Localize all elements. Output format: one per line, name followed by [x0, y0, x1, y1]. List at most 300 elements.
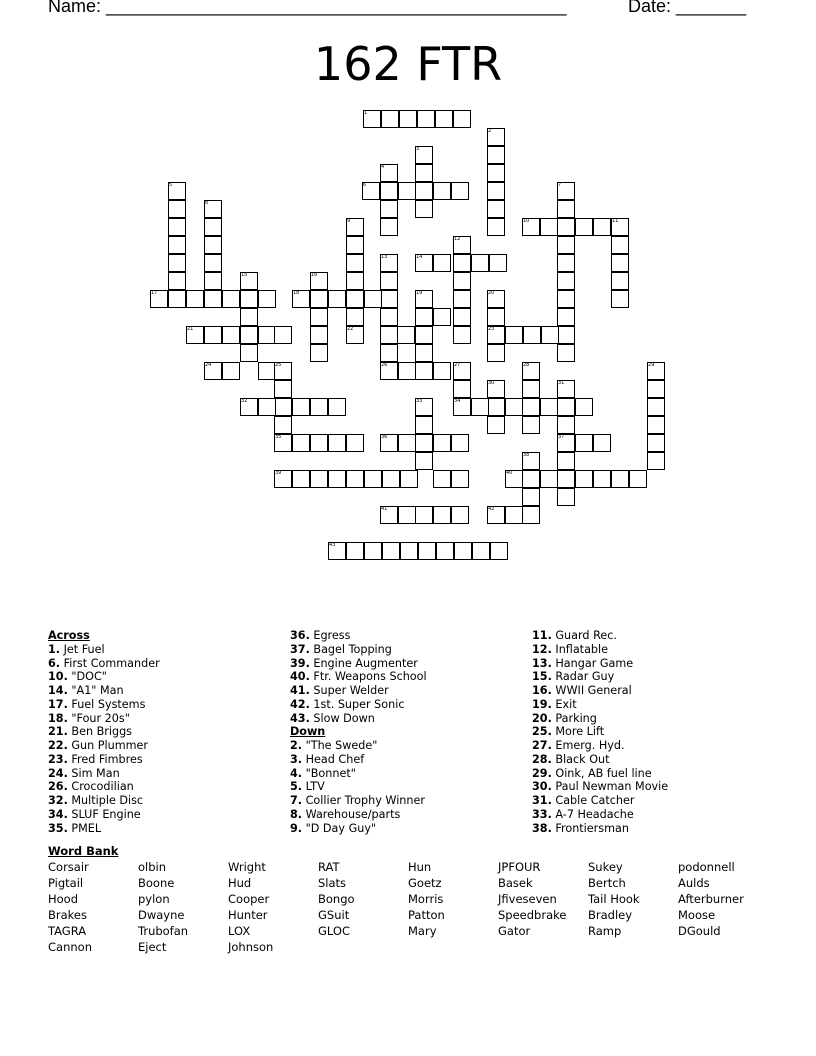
- crossword-cell[interactable]: [380, 200, 398, 218]
- word-bank-item: Hud: [228, 876, 252, 890]
- clue-item: [532, 780, 668, 794]
- clue-item-text: Oink, AB fuel line: [555, 766, 652, 780]
- crossword-cell[interactable]: [310, 344, 328, 362]
- crossword-cell[interactable]: [487, 218, 505, 236]
- clue-number: 24: [205, 362, 212, 368]
- crossword-cell[interactable]: [415, 326, 433, 344]
- crossword-cell[interactable]: [522, 488, 540, 506]
- crossword-cell[interactable]: [593, 470, 611, 488]
- crossword-cell[interactable]: [168, 200, 186, 218]
- crossword-cell[interactable]: [399, 110, 417, 128]
- clue-item-number: 38.: [532, 821, 552, 835]
- clue-number: 22: [347, 326, 354, 332]
- clue-item: [532, 753, 668, 767]
- crossword-cell[interactable]: [398, 182, 416, 200]
- crossword-cell[interactable]: [380, 272, 398, 290]
- crossword-cell[interactable]: [522, 398, 540, 416]
- crossword-cell[interactable]: [398, 362, 416, 380]
- crossword-cell[interactable]: [557, 488, 575, 506]
- clue-column-3: [532, 629, 668, 835]
- puzzle-title: 162 FTR: [313, 37, 503, 91]
- crossword-cell[interactable]: [433, 470, 451, 488]
- crossword-cell[interactable]: [647, 398, 665, 416]
- crossword-cell[interactable]: [611, 254, 629, 272]
- clue-number: 30: [488, 380, 495, 386]
- crossword-cell[interactable]: [575, 470, 593, 488]
- crossword-cell[interactable]: [451, 182, 469, 200]
- crossword-cell[interactable]: [204, 290, 222, 308]
- crossword-cell[interactable]: [415, 416, 433, 434]
- word-bank-item: Boone: [138, 876, 175, 890]
- crossword-cell[interactable]: [611, 236, 629, 254]
- clue-item: [532, 739, 668, 753]
- crossword-cell[interactable]: [611, 470, 629, 488]
- clue-item-number: 26.: [48, 780, 68, 794]
- clue-item-text: "The Swede": [305, 739, 378, 752]
- clue-number: 42: [488, 506, 495, 512]
- crossword-cell[interactable]: [186, 290, 204, 308]
- clue-number: 6: [363, 182, 367, 188]
- crossword-cell[interactable]: [346, 434, 364, 452]
- crossword-cell[interactable]: [415, 434, 433, 452]
- crossword-cell[interactable]: [647, 380, 665, 398]
- word-bank-item: Bongo: [318, 892, 355, 906]
- word-bank-item: Johnson: [228, 940, 274, 954]
- crossword-cell[interactable]: [168, 290, 186, 308]
- crossword-cell[interactable]: [415, 200, 433, 218]
- clue-item: [532, 808, 668, 822]
- crossword-cell[interactable]: [505, 398, 523, 416]
- clue-item-text: First Commander: [63, 656, 160, 670]
- clue-item-text: More Lift: [555, 725, 605, 739]
- crossword-cell[interactable]: [540, 218, 558, 236]
- clue-number: 37: [558, 434, 565, 440]
- crossword-cell[interactable]: [204, 218, 222, 236]
- crossword-cell[interactable]: [380, 326, 398, 344]
- crossword-cell[interactable]: [222, 290, 240, 308]
- crossword-cell[interactable]: [274, 398, 292, 416]
- clue-number: 9: [347, 218, 351, 224]
- word-bank-item: olbin: [138, 860, 167, 874]
- clue-item-text: "Four 20s": [71, 711, 130, 725]
- crossword-cell[interactable]: [258, 398, 276, 416]
- name-field[interactable]: Name: ______________________________________________: [48, 0, 567, 16]
- clue-item: [532, 712, 668, 726]
- crossword-cell[interactable]: [523, 326, 541, 344]
- date-field[interactable]: Date: _______: [628, 0, 747, 16]
- crossword-cell[interactable]: [274, 380, 292, 398]
- crossword-cell[interactable]: [453, 308, 471, 326]
- clue-item: [48, 725, 160, 739]
- clue-item-number: 39.: [290, 656, 310, 670]
- clue-number: 11: [612, 218, 619, 224]
- clue-item: [48, 684, 160, 698]
- crossword-cell[interactable]: [292, 434, 310, 452]
- crossword-cell[interactable]: [541, 326, 559, 344]
- clue-number: 12: [454, 236, 461, 242]
- crossword-cell[interactable]: [593, 218, 611, 236]
- crossword-cell[interactable]: [415, 182, 433, 200]
- clue-item-number: 34.: [48, 807, 68, 821]
- crossword-cell[interactable]: [451, 506, 469, 524]
- crossword-cell[interactable]: [397, 326, 415, 344]
- crossword-cell[interactable]: [453, 272, 471, 290]
- clue-item-text: Fred Fimbres: [71, 752, 143, 766]
- crossword-cell[interactable]: [487, 398, 505, 416]
- crossword-cell[interactable]: [380, 218, 398, 236]
- crossword-cell[interactable]: [593, 434, 611, 452]
- clue-item-number: 41.: [290, 684, 310, 697]
- crossword-cell[interactable]: [415, 452, 433, 470]
- crossword-cell[interactable]: [557, 218, 575, 236]
- crossword-cell[interactable]: [575, 398, 593, 416]
- crossword-cell[interactable]: [381, 110, 399, 128]
- clue-item-number: 25.: [532, 725, 552, 739]
- crossword-cell[interactable]: [575, 434, 593, 452]
- crossword-cell[interactable]: [168, 272, 186, 290]
- crossword-cell[interactable]: [310, 326, 328, 344]
- clue-item-text: "A1" Man: [71, 684, 124, 697]
- clue-number: 34: [454, 398, 461, 404]
- crossword-cell[interactable]: [400, 542, 418, 560]
- crossword-cell[interactable]: [505, 506, 523, 524]
- crossword-cell[interactable]: [454, 542, 472, 560]
- crossword-cell[interactable]: [487, 182, 505, 200]
- word-bank-item: RAT: [318, 860, 340, 874]
- crossword-cell[interactable]: [418, 542, 436, 560]
- word-bank-item: TAGRA: [48, 924, 87, 938]
- crossword-cell[interactable]: [328, 470, 346, 488]
- clue-item: [532, 657, 668, 671]
- word-bank-item: Cannon: [48, 940, 92, 954]
- crossword-cell[interactable]: [346, 470, 364, 488]
- clue-item-number: 10.: [48, 670, 68, 684]
- crossword-cell[interactable]: [453, 290, 471, 308]
- clue-item-number: 16.: [532, 684, 552, 697]
- word-bank-item: GSuit: [318, 908, 350, 922]
- crossword-cell[interactable]: [364, 470, 382, 488]
- clue-item-text: Fuel Systems: [71, 697, 146, 711]
- word-bank-item: Speedbrake: [498, 908, 567, 922]
- crossword-cell[interactable]: [451, 470, 469, 488]
- crossword-cell[interactable]: [346, 290, 364, 308]
- clue-item-number: 3.: [290, 752, 303, 766]
- clue-item-text: Ben Briggs: [71, 725, 133, 739]
- word-bank-item: Hunter: [228, 908, 268, 922]
- crossword-cell[interactable]: [487, 164, 505, 182]
- crossword-cell[interactable]: [557, 308, 575, 326]
- clue-item-number: 11.: [532, 629, 552, 642]
- crossword-cell[interactable]: [310, 434, 328, 452]
- clue-item-number: 7.: [290, 794, 303, 807]
- clue-number: 2: [488, 128, 492, 134]
- crossword-cell[interactable]: [240, 290, 258, 308]
- crossword-cell[interactable]: [557, 326, 575, 344]
- word-bank: [48, 844, 768, 955]
- word-bank-item: pylon: [138, 892, 170, 906]
- clue-item: [290, 753, 427, 767]
- crossword-cell[interactable]: [487, 308, 505, 326]
- crossword-cell[interactable]: [398, 434, 416, 452]
- clue-item-number: 36.: [290, 629, 310, 642]
- crossword-cell[interactable]: [647, 416, 665, 434]
- word-bank-item: Afterburner: [678, 892, 744, 906]
- clue-number: 21: [187, 326, 194, 332]
- clue-item-text: Gun Plummer: [71, 739, 149, 752]
- clue-number: 8: [205, 200, 209, 206]
- word-bank-item: Corsair: [48, 860, 89, 874]
- clue-item-number: 15.: [532, 670, 552, 684]
- crossword-cell[interactable]: [611, 290, 629, 308]
- crossword-cell[interactable]: [472, 542, 490, 560]
- clue-item-number: 17.: [48, 697, 68, 711]
- crossword-cell[interactable]: [240, 344, 258, 362]
- crossword-cell[interactable]: [453, 254, 471, 272]
- crossword-cell[interactable]: [453, 110, 471, 128]
- crossword-cell[interactable]: [540, 470, 558, 488]
- crossword-cell[interactable]: [647, 434, 665, 452]
- crossword-cell[interactable]: [435, 110, 453, 128]
- crossword-cell[interactable]: [433, 506, 451, 524]
- clue-item-number: 6.: [48, 656, 61, 670]
- crossword-cell[interactable]: [557, 416, 575, 434]
- clue-item: [290, 794, 427, 808]
- word-bank-item: Mary: [408, 924, 437, 938]
- clue-number: 17: [151, 290, 158, 296]
- clue-item: [290, 657, 427, 671]
- clue-item: [48, 822, 160, 836]
- clue-item-number: 8.: [290, 807, 303, 821]
- crossword-cell[interactable]: [505, 326, 523, 344]
- crossword-cell[interactable]: [204, 236, 222, 254]
- clue-number: 23: [488, 326, 495, 332]
- clue-item: [48, 712, 160, 726]
- crossword-cell[interactable]: [471, 254, 489, 272]
- crossword-cell[interactable]: [557, 452, 575, 470]
- crossword-cell[interactable]: [222, 362, 240, 380]
- clue-item-number: 35.: [48, 821, 68, 835]
- clue-item-number: 13.: [532, 656, 552, 670]
- crossword-cell[interactable]: [433, 182, 451, 200]
- crossword-cell[interactable]: [557, 290, 575, 308]
- crossword-cell[interactable]: [258, 290, 276, 308]
- crossword-cell[interactable]: [415, 308, 433, 326]
- crossword-cell[interactable]: [436, 542, 454, 560]
- crossword-cell[interactable]: [310, 308, 328, 326]
- clue-item: [48, 657, 160, 671]
- clue-item-text: Radar Guy: [555, 670, 615, 684]
- crossword-cell[interactable]: [310, 290, 328, 308]
- crossword-cell[interactable]: [557, 470, 575, 488]
- down-heading: Down: [290, 725, 326, 739]
- crossword-cell[interactable]: [222, 326, 240, 344]
- clue-number: 19: [416, 290, 423, 296]
- clue-item-number: 20.: [532, 711, 552, 725]
- clue-item: [290, 684, 427, 698]
- crossword-cell[interactable]: [487, 146, 505, 164]
- crossword-cell[interactable]: [346, 254, 364, 272]
- crossword-cell[interactable]: [487, 416, 505, 434]
- crossword-cell[interactable]: [557, 200, 575, 218]
- crossword-cell[interactable]: [382, 542, 400, 560]
- crossword-cell[interactable]: [415, 344, 433, 362]
- crossword-cell[interactable]: [380, 290, 398, 308]
- clue-item: [532, 670, 668, 684]
- crossword-cell[interactable]: [240, 326, 258, 344]
- clue-item-number: 19.: [532, 697, 552, 711]
- word-bank-item: Pigtail: [48, 876, 84, 890]
- clue-number: 13: [381, 254, 388, 260]
- crossword-cell[interactable]: [557, 398, 575, 416]
- clue-number: 7: [558, 182, 562, 188]
- crossword-cell[interactable]: [471, 398, 489, 416]
- crossword-cell[interactable]: [415, 362, 433, 380]
- clue-number: 31: [558, 380, 565, 386]
- crossword-cell[interactable]: [292, 470, 310, 488]
- clue-number: 25: [275, 362, 282, 368]
- word-bank-item: DGould: [678, 924, 721, 938]
- crossword-cell[interactable]: [415, 506, 433, 524]
- clue-item: [532, 794, 668, 808]
- crossword-cell[interactable]: [433, 362, 451, 380]
- clue-item: [290, 643, 427, 657]
- crossword-cell[interactable]: [433, 254, 451, 272]
- clue-item-number: 33.: [532, 807, 552, 821]
- clue-item-text: Jet Fuel: [63, 642, 105, 656]
- word-bank-item: Gator: [498, 924, 531, 938]
- crossword-cell[interactable]: [292, 398, 310, 416]
- crossword-cell[interactable]: [274, 416, 292, 434]
- crossword-cell[interactable]: [487, 344, 505, 362]
- word-bank-item: Bertch: [588, 876, 626, 890]
- clue-item-text: Ftr. Weapons School: [313, 670, 427, 684]
- clue-number: 10: [523, 218, 530, 224]
- clue-item-number: 23.: [48, 752, 68, 766]
- clue-item-text: WWII General: [555, 684, 632, 697]
- crossword-cell[interactable]: [453, 380, 471, 398]
- clue-item-text: Inflatable: [555, 642, 609, 656]
- clue-item: [290, 767, 427, 781]
- clue-item-text: Parking: [555, 711, 597, 725]
- crossword-cell[interactable]: [380, 308, 398, 326]
- crossword-cell[interactable]: [540, 398, 558, 416]
- word-bank-item: Moose: [678, 908, 716, 922]
- clue-item: [290, 739, 427, 753]
- word-bank-item: Basek: [498, 876, 533, 890]
- word-bank-item: Sukey: [588, 860, 623, 874]
- crossword-cell[interactable]: [382, 470, 400, 488]
- crossword-cell[interactable]: [346, 272, 364, 290]
- clue-item-number: 9.: [290, 821, 303, 835]
- clue-item: [48, 753, 160, 767]
- clue-item-text: Bagel Topping: [313, 642, 392, 656]
- crossword-cell[interactable]: [364, 290, 382, 308]
- crossword-cell[interactable]: [453, 326, 471, 344]
- word-bank-item: Dwayne: [138, 908, 185, 922]
- crossword-cell[interactable]: [310, 470, 328, 488]
- clue-number: 18: [293, 290, 300, 296]
- crossword-cell[interactable]: [398, 506, 416, 524]
- crossword-cell[interactable]: [417, 110, 435, 128]
- crossword-cell[interactable]: [400, 470, 418, 488]
- word-bank-item: podonnell: [678, 860, 735, 874]
- clue-item-number: 28.: [532, 752, 552, 766]
- clue-item-text: Super Welder: [313, 684, 389, 697]
- crossword-cell[interactable]: [433, 308, 451, 326]
- clue-number: 36: [381, 434, 388, 440]
- crossword-cell[interactable]: [487, 200, 505, 218]
- crossword-cell[interactable]: [557, 272, 575, 290]
- clue-item-text: 1st. Super Sonic: [313, 697, 405, 711]
- crossword-cell[interactable]: [204, 272, 222, 290]
- crossword-cell[interactable]: [522, 380, 540, 398]
- crossword-cell[interactable]: [168, 236, 186, 254]
- crossword-cell[interactable]: [490, 542, 508, 560]
- clue-item-number: 5.: [290, 780, 303, 794]
- crossword-cell[interactable]: [451, 434, 469, 452]
- crossword-cell[interactable]: [346, 542, 364, 560]
- clue-item-text: Cable Catcher: [555, 794, 635, 807]
- crossword-cell[interactable]: [433, 434, 451, 452]
- clue-item-number: 24.: [48, 766, 68, 780]
- crossword-cell[interactable]: [328, 290, 346, 308]
- crossword-cell[interactable]: [240, 308, 258, 326]
- crossword-cell[interactable]: [522, 470, 540, 488]
- crossword-cell[interactable]: [204, 326, 222, 344]
- crossword-cell[interactable]: [204, 254, 222, 272]
- crossword-cell[interactable]: [168, 218, 186, 236]
- crossword-cell[interactable]: [168, 254, 186, 272]
- crossword-cell[interactable]: [364, 542, 382, 560]
- crossword-cell[interactable]: [522, 506, 540, 524]
- crossword-cell[interactable]: [274, 326, 292, 344]
- clue-number: 28: [523, 362, 530, 368]
- crossword-cell[interactable]: [611, 272, 629, 290]
- clue-number: 43: [329, 542, 336, 548]
- clue-item-number: 12.: [532, 642, 552, 656]
- crossword-cell[interactable]: [489, 254, 507, 272]
- crossword-cell[interactable]: [415, 164, 433, 182]
- clue-item-text: Engine Augmenter: [313, 656, 418, 670]
- crossword-cell[interactable]: [346, 308, 364, 326]
- crossword-cell[interactable]: [310, 398, 328, 416]
- crossword-cell[interactable]: [328, 398, 346, 416]
- crossword-cell[interactable]: [557, 254, 575, 272]
- crossword-cell[interactable]: [557, 344, 575, 362]
- clue-item: [290, 822, 427, 836]
- clue-item: [48, 698, 160, 712]
- crossword-cell[interactable]: [575, 218, 593, 236]
- clue-item: [532, 643, 668, 657]
- word-bank-item: Brakes: [48, 908, 87, 922]
- word-bank-heading: Word Bank: [48, 844, 119, 858]
- clue-item: [532, 684, 668, 698]
- crossword-cell[interactable]: [629, 470, 647, 488]
- crossword-cell[interactable]: [647, 452, 665, 470]
- crossword-cell[interactable]: [522, 416, 540, 434]
- clue-item: [290, 698, 427, 712]
- clue-item-text: LTV: [305, 780, 325, 794]
- clue-item-text: Sim Man: [71, 766, 120, 780]
- clue-item-text: Crocodilian: [71, 780, 134, 794]
- clue-item: [48, 739, 160, 753]
- crossword-cell[interactable]: [328, 434, 346, 452]
- crossword-cell[interactable]: [346, 236, 364, 254]
- clue-item: [48, 670, 160, 684]
- crossword-cell[interactable]: [557, 236, 575, 254]
- crossword-cell[interactable]: [380, 344, 398, 362]
- crossword-cell[interactable]: [380, 182, 398, 200]
